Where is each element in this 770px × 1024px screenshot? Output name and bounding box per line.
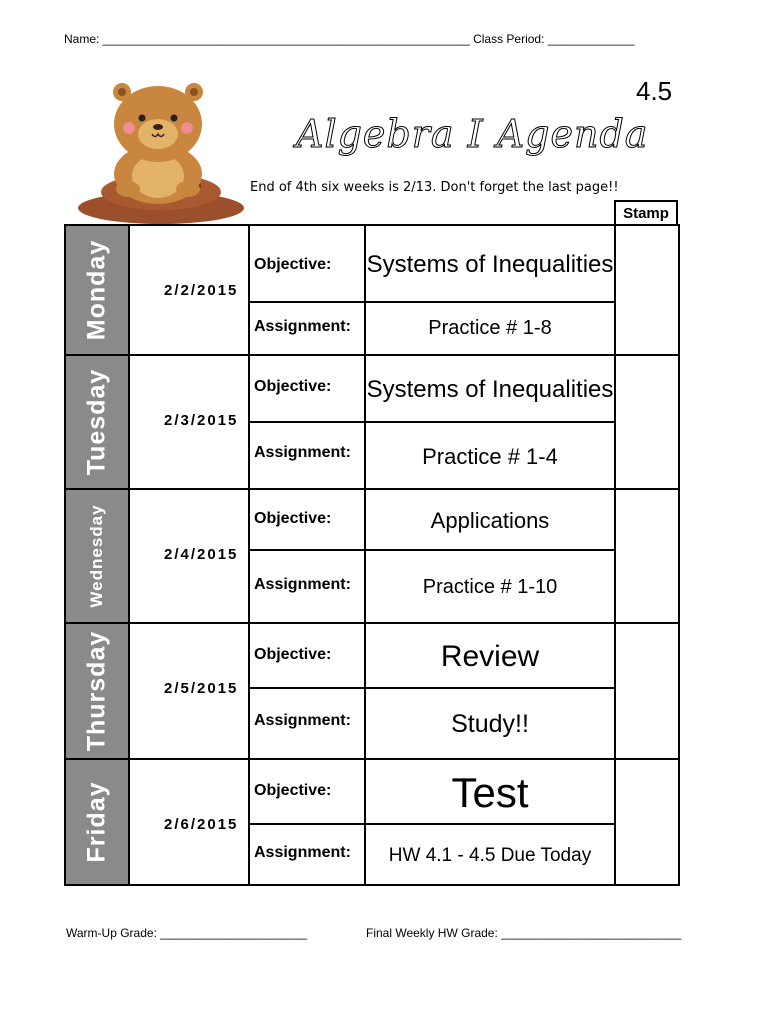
warmup-grade-line: Warm-Up Grade: ______________________ [66,926,308,940]
assignment-label: Assignment: [254,576,351,593]
day-name: Wednesday [87,504,106,608]
assignment-value: HW 4.1 - 4.5 Due Today [388,844,592,866]
stamp-cell [616,490,678,622]
objective-label: Objective: [254,256,332,273]
day-date: 2/4/2015 [164,546,239,563]
objective-value: Review [440,639,540,673]
day-row-monday [66,226,678,354]
day-name: Friday [82,781,111,863]
day-name: Thursday [82,630,111,752]
objective-value: Applications [430,507,550,533]
final-hw-grade-line: Final Weekly HW Grade: ___________________________ [366,926,682,940]
day-date: 2/5/2015 [164,680,239,697]
day-row-tuesday [66,354,678,488]
assignment-value: Practice # 1-8 [428,316,552,339]
stamp-cell [616,624,678,758]
day-tab [66,226,130,354]
day-tab [66,760,130,884]
day-name: Monday [82,239,111,341]
name-class-period-line: Name: _______________________________________________________ Class Period: _____________ [64,32,635,46]
stamp-cell [616,356,678,488]
objective-label: Objective: [254,782,332,799]
agenda-subtitle: End of 4th six weeks is 2/13. Don't forget the last page!! [250,180,619,195]
assignment-label: Assignment: [254,844,351,861]
assignment-value: Practice # 1-4 [422,443,558,469]
objective-value: Systems of Inequalities [366,250,614,278]
divider [250,421,616,423]
divider [250,823,616,825]
day-tab [66,490,130,622]
assignment-label: Assignment: [254,318,351,335]
assignment-value: Study!! [451,709,529,738]
weekly-agenda-table [64,224,680,886]
objective-label: Objective: [254,646,332,663]
objective-label: Objective: [254,378,332,395]
day-name: Tuesday [82,368,111,476]
day-date: 2/6/2015 [164,816,239,833]
day-row-thursday [66,622,678,758]
assignment-label: Assignment: [254,444,351,461]
day-tab [66,624,130,758]
stamp-column-header: Stamp [614,200,678,224]
divider [250,301,616,303]
objective-value: Test [451,768,529,816]
agenda-title: Algebra I Agenda [296,112,649,156]
day-date: 2/2/2015 [164,282,239,299]
objective-label: Objective: [254,510,332,527]
day-row-friday [66,758,678,884]
day-tab [66,356,130,488]
divider [250,549,616,551]
objective-value: Systems of Inequalities [366,375,614,403]
divider [250,687,616,689]
groundhog-illustration [78,74,244,224]
version-number: 4.5 [636,76,673,106]
stamp-cell [616,760,678,884]
day-row-wednesday [66,488,678,622]
day-date: 2/3/2015 [164,412,239,429]
stamp-cell [616,226,678,354]
assignment-value: Practice # 1-10 [422,575,558,598]
assignment-label: Assignment: [254,712,351,729]
